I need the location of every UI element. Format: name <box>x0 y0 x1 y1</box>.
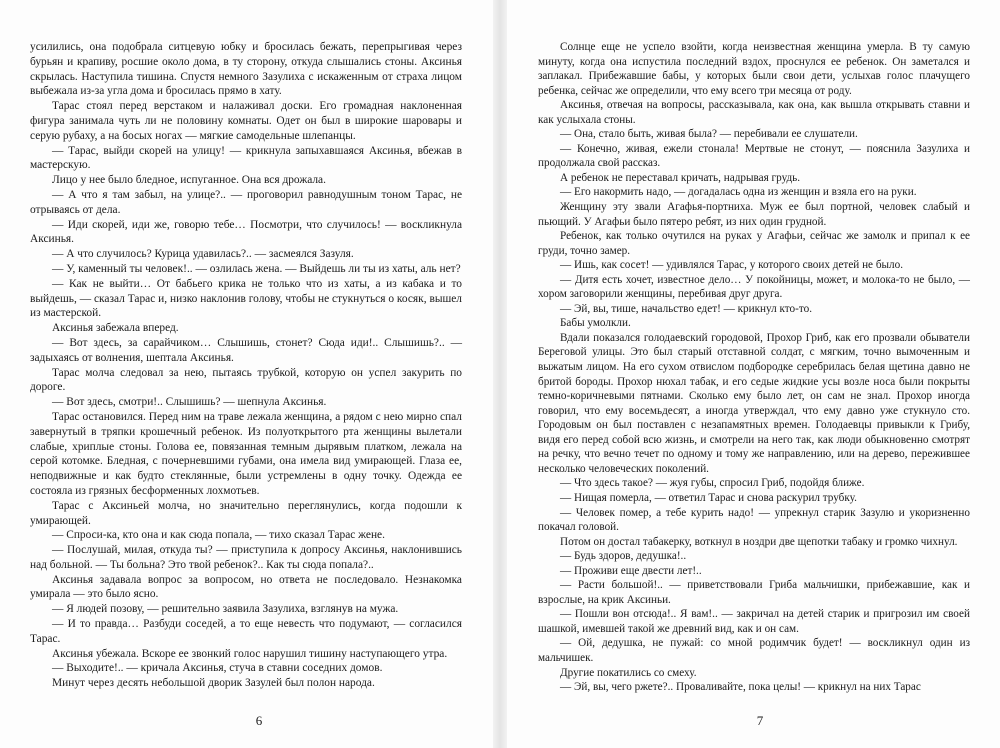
paragraph: — Ишь, как сосет! — удивлялся Тарас, у которого своих детей не было. <box>560 259 903 272</box>
paragraph: Аксинья, отвечая на вопросы, рассказывала, как она, как вышла открывать ставни и как услыхала стоны. <box>538 99 970 126</box>
right-page-text <box>538 40 970 695</box>
paragraph: Лицо у нее было бледное, испуганное. Она вся дрожала. <box>52 174 326 187</box>
paragraph: Другие покатились со смеху. <box>560 666 697 679</box>
book-gutter <box>493 0 507 748</box>
paragraph: — Спроси-ка, кто она и как сюда попала, — тихо сказал Тарас жене. <box>52 529 385 542</box>
paragraph: — Вот здесь, смотри!.. Слышишь? — шепнула Аксинья. <box>52 396 327 409</box>
paragraph: — Иди скорей, иди же, говорю тебе… Посмотри, что случилось! — воскликнула Аксинья. <box>30 218 462 246</box>
paragraph: — Вот здесь, за сарайчиком… Слышишь, стонет? Сюда иди!.. Слышишь?.. — задыхаясь от волнения, шептала Аксинья. <box>30 336 462 364</box>
paragraph: — Дитя есть хочет, известное дело… У покойницы, может, и молока-то не было, — хором заговорили женщины, перебивая друг друга. <box>538 273 970 301</box>
paragraph: Минут через десять небольшой дворик Зазулей был полон народа. <box>52 677 375 690</box>
paragraph: Женщину эту звали Агафья-портниха. Муж ее был портной, человек слабый и пьющий. У Агафьи было пятеро ребят, из них один грудной. <box>538 201 970 228</box>
paragraph: — Что здесь такое? — жуя губы, спросил Гриб, подойдя ближе. <box>560 477 865 490</box>
paragraph: — Тарас, выйди скорей на улицу! — крикнула запыхавшаяся Аксинья, вбежав в мастерскую. <box>30 144 462 172</box>
paragraph: Тарас остановился. Перед ним на траве лежала женщина, а рядом с нею мирно спал завернутый в тряпки крошечный ребенок. Из полуоткрытого рта женщины вылетали слабые, хриплые стоны. Голова ее, повязанная темным дырявым платком, лежала на серой котомке. Бледная, с почерневшими губами, она имела вид умирающей. Глаза ее, неподвижные и как будто стеклянные, были устремлены в одну точку. Одежда ее состояла из грязных бесформенных лохмотьев. <box>30 410 462 497</box>
paragraph: — Эй, вы, тише, начальство едет! — крикнул кто-то. <box>560 302 812 315</box>
paragraph: — А что случилось? Курица удавилась?.. — засмеялся Зазуля. <box>52 248 354 261</box>
paragraph: А ребенок не переставал кричать, надрывая грудь. <box>560 171 801 184</box>
paragraph: — У, каменный ты человек!.. — озлилась жена. — Выйдешь ли ты из хаты, аль нет? <box>52 262 461 275</box>
paragraph: усилились, она подобрала ситцевую юбку и бросилась бежать, перепрыгивая через бурьян и крапиву, росшие около дома, в ту сторону, откуда слышались стоны. Аксинья скрылась. Наступила тишина. Спустя немного Зазулиха с искаженным от страха лицом выбежала из-за угла дома и бросилась прямо в хату. <box>30 41 462 98</box>
paragraph: — И то правда… Разбуди соседей, а то еще невесть что подумают, — согласился Тарас. <box>30 618 462 645</box>
paragraph: — Послушай, милая, откуда ты? — приступила к допросу Аксинья, наклонившись над больной. — Ты больна? Это твой ребенок?.. Как ты сюда попала?.. <box>30 544 462 571</box>
paragraph: Тарас стоял перед верстаком и налаживал доски. Его громадная наклоненная фигура занимала чуть ли не половину комнаты. Одет он был в широкие шаровары и серую рубаху, а на босых ногах — мягкие самодельные шлепанцы. <box>30 100 462 142</box>
paragraph: Солнце еще не успело взойти, когда неизвестная женщина умерла. В ту самую минуту, когда она испустила последний вздох, проснулся ее ребенок. Он заметался и заплакал. Прибежавшие бабы, у которых были свои дети, услыхав голос плачущего ребенка, сейчас же определили, что ему всего три месяца от роду. <box>538 41 970 97</box>
paragraph: — Нищая померла, — ответил Тарас и снова раскурил трубку. <box>560 491 857 504</box>
left-page-number: 6 <box>255 713 263 728</box>
paragraph: Ребенок, как только очутился на руках у Агафьи, сейчас же замолк и припал к ее груди, точно замер. <box>538 230 970 257</box>
paragraph: — Выходите!.. — кричала Аксинья, стуча в ставни соседних домов. <box>52 662 383 675</box>
paragraph: Бабы умолкли. <box>560 317 631 330</box>
paragraph: — Его накормить надо, — догадалась одна из женщин и взяла его на руки. <box>560 186 917 199</box>
paragraph: — Конечно, живая, ежели стонала! Мертвые не стонут, — пояснила Зазулиха и продолжала свой рассказ. <box>538 142 970 170</box>
paragraph: — Она, стало быть, живая была? — перебивали ее слушатели. <box>560 128 858 141</box>
paragraph: Вдали показался голодаевский городовой, Прохор Гриб, как его прозвали обыватели Береговой улицы. Это был старый отставной солдат, с мягким, точно вымоченным и выжатым лицом. На его сухом отвислом подбородке серебрилась белая щетина давно не бритой бороды. Прохор нюхал табак, и его седые жидкие усы возле носа были покрыты темно-коричневыми пятнами. Сколько ему было лет, он сам не знал. Прохор иногда говорил, что ему восемьдесят, а иногда утверждал, что ему давно уже стукнуло сто. Городовым он был поставлен с незапамятных времен. Голодаевцы привыкли к Грибу, видя его перед собой всю жизнь, и смотрели на него так, как люди обыкновенно смотрят на речку, что вечно течет по одному и тому же направлению, или на дерево, пережившее несколько человеческих поколений. <box>538 331 970 475</box>
paragraph: Аксинья задавала вопрос за вопросом, но ответа не последовало. Незнакомка умирала — это было ясно. <box>30 573 462 601</box>
paragraph: — Пошли вон отсюда!.. Я вам!.. — закричал на детей старик и пригрозил им своей шашкой, имевшей такой же древний вид, как и он сам. <box>538 608 970 635</box>
paragraph: — Ой, дедушка, не пужай: со мной родимчик будет! — воскликнул один из мальчишек. <box>538 637 970 664</box>
paragraph: Тарас с Аксиньей молча, но значительно переглянулись, когда подошли к умирающей. <box>30 499 462 527</box>
paragraph: — Эй, вы, чего ржете?.. Проваливайте, пока целы! — крикнул на них Тарас <box>560 681 921 694</box>
paragraph: Аксинья убежала. Вскоре ее звонкий голос нарушил тишину наступающего утра. <box>52 647 448 660</box>
paragraph: — Человек помер, а тебе курить надо! — упрекнул старик Зазулю и укоризненно покачал головой. <box>538 506 970 534</box>
paragraph: — Проживи еще двести лет!.. <box>560 564 702 577</box>
paragraph: — Будь здоров, дедушка!.. <box>560 550 687 563</box>
paragraph: — А что я там забыл, на улице?.. — проговорил равнодушным тоном Тарас, не отрываясь от дела. <box>30 188 462 216</box>
paragraph: — Расти большой!.. — приветствовали Гриба мальчишки, прибежавшие, как и взрослые, на крик Аксиньи. <box>538 579 970 606</box>
left-page-text <box>30 40 462 691</box>
paragraph: Аксинья забежала вперед. <box>52 322 179 335</box>
right-page-number: 7 <box>756 713 764 728</box>
paragraph: — Как не выйти… От бабьего крика не только что из хаты, а из кабака и то выйдешь, — сказал Тарас и, низко наклонив голову, чтобы не стукнуться о косяк, вышел из мастерской. <box>30 277 462 320</box>
paragraph: — Я людей позову, — решительно заявила Зазулиха, взглянув на мужа. <box>52 603 399 616</box>
paragraph: Потом он достал табакерку, воткнул в ноздри две щепотки табаку и громко чихнул. <box>560 535 958 548</box>
paragraph: Тарас молча следовал за нею, пытаясь трубкой, которую он успел закурить по дороге. <box>30 366 462 394</box>
